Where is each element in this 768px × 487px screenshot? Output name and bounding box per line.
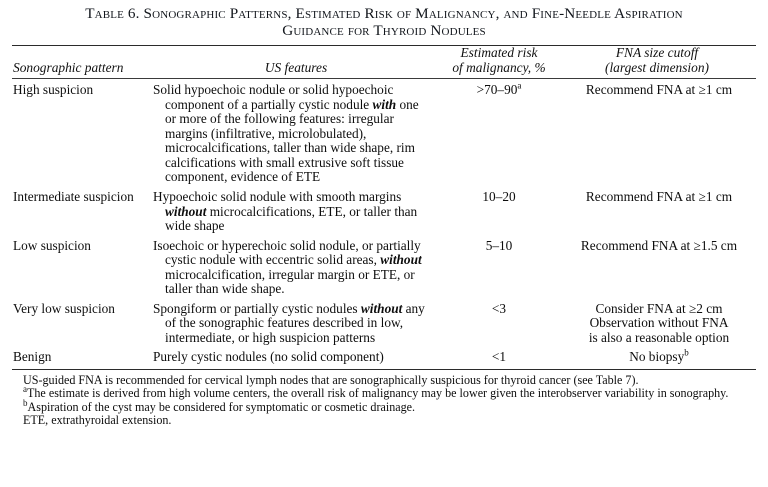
cell-us-features-text: Isoechoic or hyperechoic solid nodule, or partially cystic nodule with eccentric solid areas, without microcalcification, irregular margin or ETE, or taller than wide shape. [153, 237, 422, 297]
column-header-estimated-risk-line-1: Estimated risk [460, 45, 538, 60]
cell-us-features [152, 302, 440, 347]
cell-fna-cutoff: Recommend FNA at ≥1 cm [585, 189, 733, 205]
table-title-line-2: Guidance for Thyroid Nodules [282, 22, 486, 39]
column-header-estimated-risk-line-2: of malignancy, % [452, 59, 546, 75]
cell-us-features-text: Hypoechoic solid nodule with smooth margins without microcalcifications, ETE, or taller than wide shape [153, 189, 418, 234]
column-header-sonographic-pattern: Sonographic pattern [13, 59, 124, 75]
cell-us-features-text: Spongiform or partially cystic nodules without any of the sonographic features described in low, intermediate, or high suspicion patterns [153, 300, 425, 345]
cell-fna-cutoff [558, 302, 756, 347]
column-header-fna-size-cutoff-line-2: (largest dimension) [604, 59, 709, 75]
table-footnotes [10, 370, 764, 428]
cell-estimated-risk: <3 [491, 300, 507, 316]
cell-estimated-risk: 5–10 [485, 237, 513, 253]
column-header-estimated-risk [440, 46, 558, 77]
table-row [12, 239, 756, 298]
table-row [12, 190, 756, 235]
cell-pattern: Low suspicion [13, 237, 91, 253]
cell-us-features [152, 239, 440, 298]
cell-us-features-text: Purely cystic nodules (no solid component) [153, 349, 384, 365]
table-row [12, 350, 756, 366]
cell-estimated-risk: 10–20 [482, 189, 516, 205]
column-header-fna-size-cutoff [558, 46, 756, 77]
cell-us-features-text: Solid hypoechoic nodule or solid hypoechoic component of a partially cystic nodule with one or more of the following features: irregular margins (infiltrative, microlobulated), microcalcifications, taller than wide shape, rim calcifications with small extrusive soft tissue component, evidence of ETE [153, 82, 419, 185]
cell-us-features [152, 83, 440, 186]
cell-pattern: Benign [13, 349, 52, 365]
cell-pattern: Very low suspicion [13, 300, 115, 316]
cell-fna-cutoff-text: Consider FNA at ≥2 cm Observation without FNA is also a reasonable option [588, 300, 730, 345]
table-header-row [12, 46, 756, 77]
footnote-a: $^a$The estimate is derived from high volume centers, the overall risk of malignancy may be lower given the interobserver variability in sonography. [23, 384, 729, 401]
cell-fna-cutoff: Recommend FNA at ≥1 cm [585, 82, 733, 98]
column-header-us-features: US features [264, 59, 328, 75]
table-row [12, 302, 756, 347]
cell-us-features [152, 350, 440, 366]
sonographic-patterns-table [12, 46, 756, 77]
cell-fna-cutoff: No biopsy$^b$ [629, 348, 689, 365]
cell-estimated-risk: <1 [491, 349, 507, 365]
table-title-line-1: Table 6. Sonographic Patterns, Estimated Risk of Malignancy, and Fine-Needle Aspiration [85, 5, 683, 22]
cell-pattern: Intermediate suspicion [13, 189, 134, 205]
sonographic-patterns-table-body [12, 79, 756, 366]
table-header [12, 46, 756, 77]
cell-estimated-risk: $>70-90^a$ [476, 80, 522, 98]
table-title [12, 0, 756, 39]
table-row [12, 83, 756, 186]
cell-us-features [152, 190, 440, 235]
footnote-abbreviations: ETE, extrathyroidal extension. [23, 413, 172, 428]
footnote-b: $^b$Aspiration of the cyst may be considered for symptomatic or cosmetic drainage. [23, 397, 416, 414]
footnote-general: US-guided FNA is recommended for cervical lymph nodes that are sonographically suspicious for thyroid cancer (see Table 7). [23, 373, 639, 388]
cell-fna-cutoff: Recommend FNA at ≥1.5 cm [580, 237, 738, 253]
cell-pattern: High suspicion [13, 82, 94, 98]
table-body [12, 79, 756, 366]
column-header-fna-size-cutoff-line-1: FNA size cutoff [615, 45, 699, 60]
